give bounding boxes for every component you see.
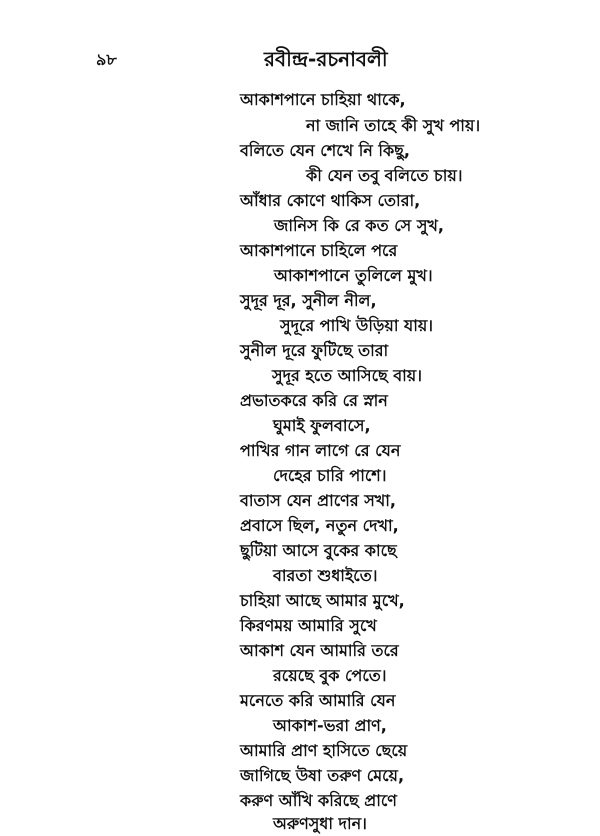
poem-line-23: আকাশ যেন আমারি তরে [240, 641, 399, 660]
poem-line-21: চাহিয়া আছে আমার মুখে, [240, 591, 405, 610]
page-number: ৯৮ [96, 50, 117, 69]
running-header: রবীন্দ্র-রচনাবলী [264, 47, 388, 71]
poem-line-2: না জানি তাহে কী সুখ পায়। [306, 116, 481, 135]
poem-line-9: সুদূর দূর, সুনীল নীল, [240, 291, 377, 310]
poem-line-16: দেহের চারি পাশে। [273, 466, 387, 485]
poem-line-13: প্রভাতকরে করি রে স্নান [240, 391, 388, 410]
poem-line-15: পাখির গান লাগে রে যেন [240, 441, 401, 460]
poem-line-30: অরুণসুধা দান। [273, 814, 367, 833]
poem-line-20: বারতা শুধাইতে। [273, 566, 378, 585]
poem-line-29: করুণ আঁখি করিছে প্রাণে [240, 791, 397, 810]
poem-line-18: প্রবাসে ছিল, নতুন দেখা, [240, 516, 399, 535]
poem-line-26: আকাশ-ভরা প্রাণ, [273, 716, 387, 735]
poem-line-28: জাগিছে উষা তরুণ মেয়ে, [240, 766, 405, 785]
poem-line-27: আমারি প্রাণ হাসিতে ছেয়ে [240, 741, 408, 760]
poem-line-14: ঘুমাই ফুলবাসে, [273, 416, 371, 435]
poem-line-4: কী যেন তবু বলিতে চায়। [306, 166, 463, 185]
poem-line-22: কিরণময় আমারি সুখে [240, 616, 377, 635]
poem-line-25: মনেতে করি আমারি যেন [240, 691, 396, 710]
poem-line-3: বলিতে যেন শেখে নি কিছু, [240, 141, 410, 160]
poem-line-7: আকাশপানে চাহিলে পরে [240, 241, 398, 260]
poem-line-10: সুদূরে পাখি উড়িয়া যায়। [280, 316, 434, 335]
poem-line-11: সুনীল দূরে ফুটিছে তারা [240, 341, 389, 360]
poem-line-17: বাতাস যেন প্রাণের সখা, [240, 491, 397, 510]
poem-line-1: আকাশপানে চাহিয়া থাকে, [240, 90, 406, 109]
poem-line-5: আঁধার কোণে থাকিস তোরা, [240, 191, 421, 210]
poem-line-24: রয়েছে বুক পেতে। [273, 666, 387, 685]
poem-line-8: আকাশপানে তুলিলে মুখ। [274, 266, 433, 285]
poem-line-12: সুদূর হতে আসিছে বায়। [272, 366, 422, 385]
poem-line-19: ছুটিয়া আসে বুকের কাছে [240, 541, 397, 560]
poem-line-6: জানিস কি রে কত সে সুখ, [274, 216, 444, 235]
